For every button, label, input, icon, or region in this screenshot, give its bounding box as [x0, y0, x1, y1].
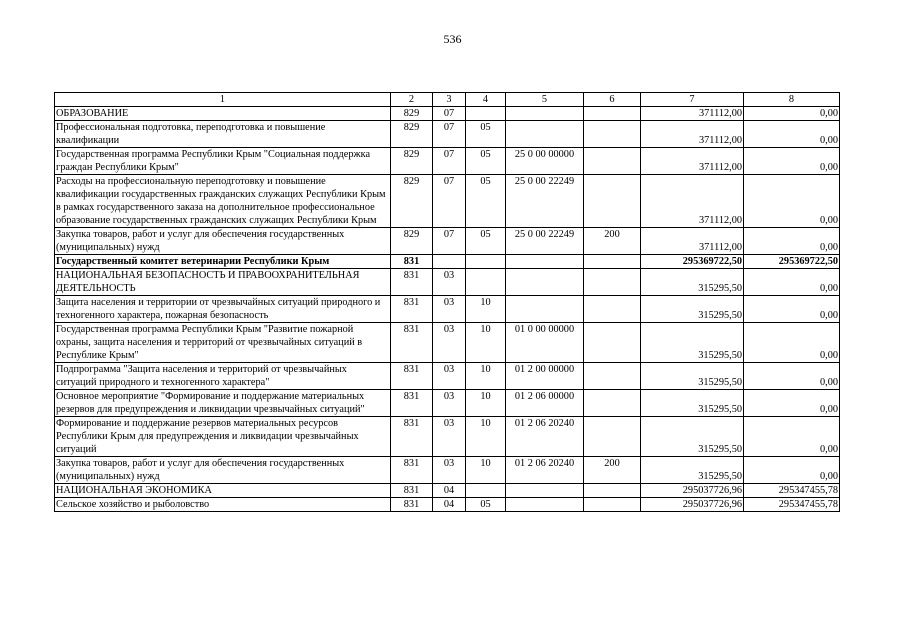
code-cell: 829 — [391, 175, 433, 228]
amount-cell: 315295,50 — [641, 269, 744, 296]
amount-cell: 0,00 — [744, 228, 840, 255]
expense-type-cell — [584, 121, 641, 148]
target-article-cell — [506, 121, 584, 148]
target-article-cell: 01 2 00 00000 — [506, 363, 584, 390]
subsection-cell: 10 — [466, 457, 506, 484]
name-cell: Государственная программа Республики Крым "Развитие пожарной охраны, защита населения и территорий от чрезвычайных ситуаций в Республике Крым" — [55, 323, 391, 363]
target-article-cell: 25 0 00 00000 — [506, 148, 584, 175]
name-cell: НАЦИОНАЛЬНАЯ ЭКОНОМИКА — [55, 484, 391, 498]
amount-cell: 0,00 — [744, 175, 840, 228]
table-row — [55, 363, 840, 390]
section-cell: 04 — [433, 484, 466, 498]
table-row — [55, 107, 840, 121]
name-cell: Формирование и поддержание резервов материальных ресурсов Республики Крым для предупреждения и ликвидации чрезвычайных ситуаций — [55, 417, 391, 457]
code-cell: 829 — [391, 148, 433, 175]
header-cell: 4 — [466, 93, 506, 107]
header-cell: 2 — [391, 93, 433, 107]
section-cell: 07 — [433, 121, 466, 148]
name-cell: Подпрограмма "Защита населения и территорий от чрезвычайных ситуаций природного и техногенного характера" — [55, 363, 391, 390]
amount-cell: 0,00 — [744, 148, 840, 175]
subsection-cell: 05 — [466, 498, 506, 512]
target-article-cell — [506, 107, 584, 121]
amount-cell: 0,00 — [744, 269, 840, 296]
subsection-cell: 05 — [466, 121, 506, 148]
amount-cell: 0,00 — [744, 121, 840, 148]
target-article-cell — [506, 269, 584, 296]
code-cell: 831 — [391, 363, 433, 390]
expense-type-cell: 200 — [584, 228, 641, 255]
code-cell: 831 — [391, 417, 433, 457]
name-cell: ОБРАЗОВАНИЕ — [55, 107, 391, 121]
code-cell: 829 — [391, 107, 433, 121]
amount-cell: 315295,50 — [641, 417, 744, 457]
name-cell: НАЦИОНАЛЬНАЯ БЕЗОПАСНОСТЬ И ПРАВООХРАНИТЕЛЬНАЯ ДЕЯТЕЛЬНОСТЬ — [55, 269, 391, 296]
section-cell: 03 — [433, 323, 466, 363]
subsection-cell: 05 — [466, 228, 506, 255]
table-row — [55, 269, 840, 296]
subsection-cell: 10 — [466, 390, 506, 417]
header-cell: 7 — [641, 93, 744, 107]
expense-type-cell — [584, 107, 641, 121]
code-cell: 831 — [391, 484, 433, 498]
amount-cell: 371112,00 — [641, 107, 744, 121]
amount-cell: 315295,50 — [641, 457, 744, 484]
table-row — [55, 390, 840, 417]
name-cell: Закупка товаров, работ и услуг для обеспечения государственных (муниципальных) нужд — [55, 457, 391, 484]
expense-type-cell — [584, 484, 641, 498]
code-cell: 831 — [391, 296, 433, 323]
amount-cell: 371112,00 — [641, 121, 744, 148]
subsection-cell — [466, 107, 506, 121]
target-article-cell: 01 0 00 00000 — [506, 323, 584, 363]
section-cell: 03 — [433, 457, 466, 484]
section-cell — [433, 255, 466, 269]
table-row — [55, 121, 840, 148]
name-cell: Основное мероприятие "Формирование и поддержание материальных резервов для предупреждения и ликвидации чрезвычайных ситуаций" — [55, 390, 391, 417]
section-cell: 07 — [433, 107, 466, 121]
target-article-cell — [506, 255, 584, 269]
section-cell: 03 — [433, 390, 466, 417]
code-cell: 831 — [391, 498, 433, 512]
expense-type-cell — [584, 255, 641, 269]
amount-cell: 0,00 — [744, 296, 840, 323]
amount-cell: 371112,00 — [641, 175, 744, 228]
name-cell: Профессиональная подготовка, переподготовка и повышение квалификации — [55, 121, 391, 148]
subsection-cell — [466, 255, 506, 269]
target-article-cell: 25 0 00 22249 — [506, 175, 584, 228]
expense-type-cell — [584, 148, 641, 175]
amount-cell: 0,00 — [744, 417, 840, 457]
target-article-cell: 01 2 06 20240 — [506, 417, 584, 457]
expense-type-cell — [584, 363, 641, 390]
amount-cell: 295369722,50 — [744, 255, 840, 269]
section-cell: 03 — [433, 363, 466, 390]
table-row — [55, 296, 840, 323]
subsection-cell — [466, 484, 506, 498]
code-cell: 831 — [391, 390, 433, 417]
target-article-cell: 01 2 06 20240 — [506, 457, 584, 484]
subsection-cell — [466, 269, 506, 296]
code-cell: 829 — [391, 228, 433, 255]
amount-cell: 295347455,78 — [744, 498, 840, 512]
amount-cell: 0,00 — [744, 323, 840, 363]
subsection-cell: 10 — [466, 296, 506, 323]
table-row — [55, 323, 840, 363]
target-article-cell — [506, 296, 584, 323]
amount-cell: 315295,50 — [641, 363, 744, 390]
page-number: 536 — [443, 32, 462, 46]
section-cell: 07 — [433, 175, 466, 228]
expense-type-cell — [584, 417, 641, 457]
amount-cell: 0,00 — [744, 457, 840, 484]
amount-cell: 295037726,96 — [641, 498, 744, 512]
subsection-cell: 05 — [466, 175, 506, 228]
amount-cell: 371112,00 — [641, 228, 744, 255]
code-cell: 831 — [391, 255, 433, 269]
subsection-cell: 05 — [466, 148, 506, 175]
amount-cell: 371112,00 — [641, 148, 744, 175]
code-cell: 829 — [391, 121, 433, 148]
table-header-row — [55, 93, 840, 107]
table-row — [55, 255, 840, 269]
name-cell: Закупка товаров, работ и услуг для обеспечения государственных (муниципальных) нужд — [55, 228, 391, 255]
target-article-cell — [506, 484, 584, 498]
budget-table — [54, 92, 840, 512]
section-cell: 07 — [433, 228, 466, 255]
subsection-cell: 10 — [466, 417, 506, 457]
amount-cell: 295037726,96 — [641, 484, 744, 498]
target-article-cell — [506, 498, 584, 512]
section-cell: 03 — [433, 269, 466, 296]
amount-cell: 0,00 — [744, 390, 840, 417]
section-cell: 04 — [433, 498, 466, 512]
section-cell: 03 — [433, 417, 466, 457]
table-row — [55, 175, 840, 228]
name-cell: Государственная программа Республики Крым "Социальная поддержка граждан Республики Крым" — [55, 148, 391, 175]
expense-type-cell — [584, 390, 641, 417]
expense-type-cell — [584, 296, 641, 323]
expense-type-cell — [584, 498, 641, 512]
target-article-cell: 25 0 00 22249 — [506, 228, 584, 255]
code-cell: 831 — [391, 323, 433, 363]
subsection-cell: 10 — [466, 323, 506, 363]
table-row — [55, 498, 840, 512]
subsection-cell: 10 — [466, 363, 506, 390]
name-cell: Защита населения и территории от чрезвычайных ситуаций природного и техногенного характера, пожарная безопасность — [55, 296, 391, 323]
amount-cell: 315295,50 — [641, 296, 744, 323]
target-article-cell: 01 2 06 00000 — [506, 390, 584, 417]
expense-type-cell — [584, 269, 641, 296]
header-cell: 8 — [744, 93, 840, 107]
amount-cell: 0,00 — [744, 107, 840, 121]
expense-type-cell: 200 — [584, 457, 641, 484]
header-cell: 5 — [506, 93, 584, 107]
name-cell: Государственный комитет ветеринарии Республики Крым — [55, 255, 391, 269]
expense-type-cell — [584, 323, 641, 363]
table-row — [55, 148, 840, 175]
name-cell: Сельское хозяйство и рыболовство — [55, 498, 391, 512]
expense-type-cell — [584, 175, 641, 228]
table-row — [55, 484, 840, 498]
name-cell: Расходы на профессиональную переподготовку и повышение квалификации государственных гражданских служащих Республики Крым в рамках государственного заказа на дополнительное профессиональное образование государственных гражданских служащих Республики Крым — [55, 175, 391, 228]
code-cell: 831 — [391, 269, 433, 296]
amount-cell: 295347455,78 — [744, 484, 840, 498]
code-cell: 831 — [391, 457, 433, 484]
amount-cell: 295369722,50 — [641, 255, 744, 269]
header-cell: 6 — [584, 93, 641, 107]
table-row — [55, 417, 840, 457]
amount-cell: 315295,50 — [641, 323, 744, 363]
table-row — [55, 228, 840, 255]
amount-cell: 315295,50 — [641, 390, 744, 417]
section-cell: 03 — [433, 296, 466, 323]
header-cell: 3 — [433, 93, 466, 107]
section-cell: 07 — [433, 148, 466, 175]
header-cell: 1 — [55, 93, 391, 107]
table-row — [55, 457, 840, 484]
amount-cell: 0,00 — [744, 363, 840, 390]
